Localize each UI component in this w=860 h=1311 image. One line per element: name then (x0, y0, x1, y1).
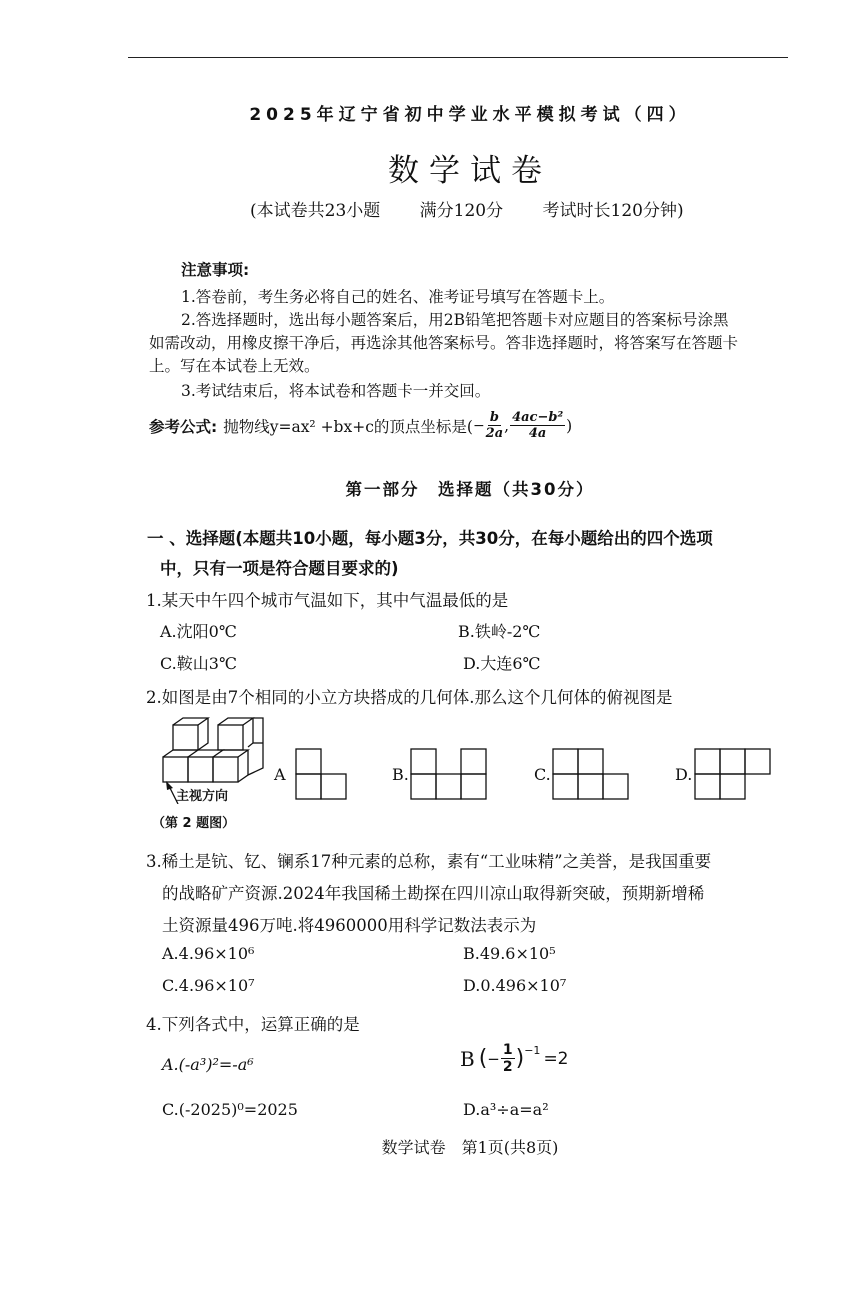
q3-option-d: D.0.496×10⁷ (463, 976, 567, 995)
formula-text: 抛物线y=ax² +bx+c的顶点坐标是( (223, 417, 473, 436)
q2-option-d-label: D. (675, 765, 693, 784)
section-heading: 一 、选择题(本题共10小题，每小题3分，共30分，在每小题给出的四个选项 (147, 529, 713, 548)
q3-stem-line2: 的战略矿产资源.2024年我国稀土勘探在四川凉山取得新突破，预期新增稀 (162, 884, 705, 903)
q3-option-c: C.4.96×10⁷ (162, 976, 255, 995)
q2-figure-caption: （第 2 题图） (152, 816, 236, 831)
q4-option-b: B ( − $\frac{1}{2}$ ) −1 =2 (460, 1042, 569, 1075)
q3-stem-line3: 土资源量496万吨.将4960000用科学记数法表示为 (162, 916, 537, 935)
q2-stem: 2.如图是由7个相同的小立方块搭成的几何体.那么这个几何体的俯视图是 (146, 688, 673, 707)
notice-heading: 注意事项: (181, 261, 250, 279)
header-rule (128, 57, 788, 58)
notice-item-2-cont: 如需改动，用橡皮擦干净后，再选涂其他答案标号。答非选择题时，将答案写在答题卡 (149, 334, 739, 352)
q4-option-d: D.a³÷a=a² (463, 1100, 549, 1119)
q1-option-a: A.沈阳0℃ (160, 622, 237, 641)
formula-label: 参考公式: (149, 417, 218, 436)
info-time: 考试时长120分钟) (542, 201, 684, 221)
q2-option-a-view[interactable] (295, 748, 349, 800)
paper-title: 数学试卷 (388, 153, 552, 189)
notice-item-2-end: 上。写在本试卷上无效。 (149, 357, 320, 375)
info-score: 满分120分 (419, 201, 504, 221)
q2-option-a-label: A (274, 765, 286, 784)
notice-item-1: 1.答卷前，考生务必将自己的姓名、准考证号填写在答题卡上。 (181, 288, 615, 306)
q1-option-c: C.鞍山3℃ (160, 654, 237, 673)
notice-item-3: 3.考试结束后，将本试卷和答题卡一并交回。 (181, 382, 491, 400)
fraction-y: $\frac{\text{4ac−b²}}{4a}$ (512, 410, 564, 441)
q1-option-b: B.铁岭-2℃ (458, 622, 541, 641)
page-footer: 数学试卷 第1页(共8页) (381, 1138, 559, 1157)
part-heading: 第一部分 选择题（共30分） (345, 480, 595, 499)
q2-option-b-label: B. (392, 765, 409, 784)
q2-option-b-view[interactable] (410, 748, 489, 800)
notice-item-2: 2.答选择题时，选出每小题答案后，用2B铅笔把答题卡对应题目的答案标号涂黑 (181, 311, 729, 329)
q2-option-d-view[interactable] (694, 748, 773, 800)
section-heading-cont: 中，只有一项是符合题目要求的) (160, 559, 399, 578)
q4-option-c: C.(-2025)⁰=2025 (162, 1100, 298, 1119)
q4-option-a: A.(-a³)²=-a⁶ (162, 1055, 254, 1074)
reference-formula: 参考公式: 抛物线y=ax² +bx+c的顶点坐标是( − $\frac{b}{2a}$ , $\frac{\text{4ac−b²}}{4a}$ ) (149, 410, 573, 441)
q3-stem-line1: 3.稀土是钪、钇、镧系17种元素的总称，素有“工业味精”之美誉，是我国重要 (146, 852, 712, 871)
q3-option-a: A.4.96×10⁶ (162, 944, 255, 963)
q2-option-c-label: C. (534, 765, 551, 784)
exam-name: 2025年辽宁省初中学业水平模拟考试（四） (249, 105, 691, 125)
q3-option-b: B.49.6×10⁵ (463, 944, 556, 963)
fraction-x: $\frac{b}{2a}$ (485, 410, 504, 441)
q1-option-d: D.大连6℃ (463, 654, 541, 673)
q1-stem: 1.某天中午四个城市气温如下，其中气温最低的是 (146, 591, 509, 610)
q2-option-c-view[interactable] (552, 748, 631, 800)
q2-arrow-label: 主视方向 (176, 789, 229, 804)
paper-info (250, 196, 718, 221)
info-questions: (本试卷共23小题 (250, 201, 381, 221)
q4-stem: 4.下列各式中，运算正确的是 (146, 1015, 360, 1034)
